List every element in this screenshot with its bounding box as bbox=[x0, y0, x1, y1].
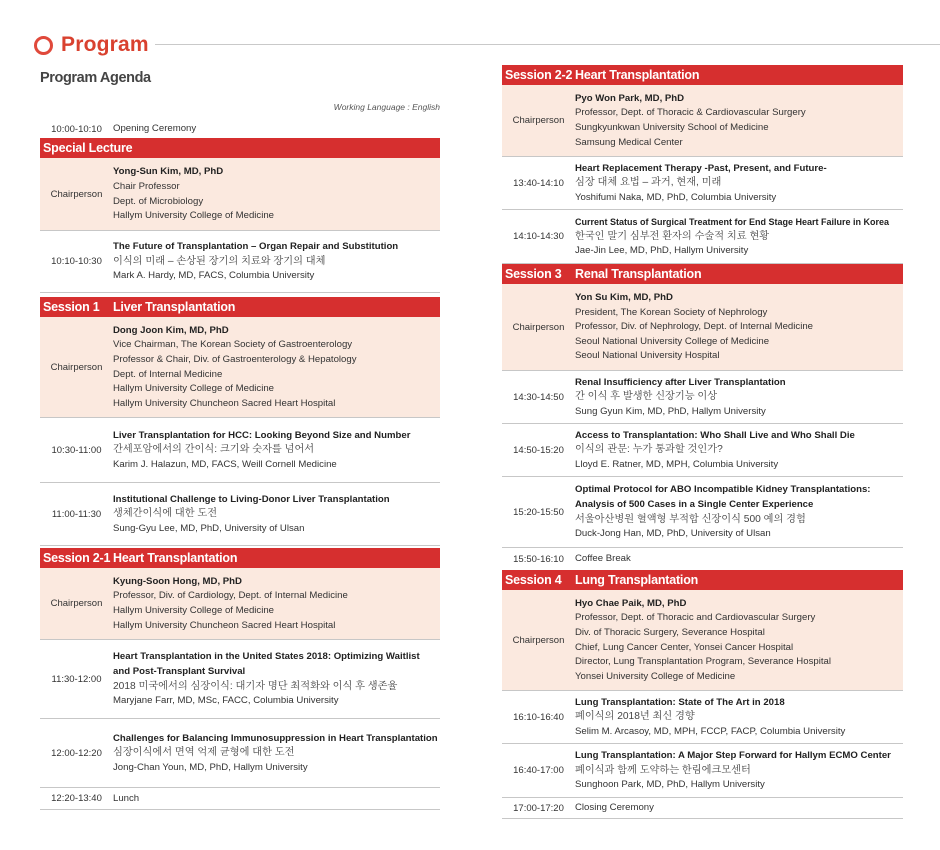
chair-name: Hyo Chae Paik, MD, PhD bbox=[575, 597, 687, 609]
chair-row bbox=[40, 568, 440, 640]
chair-line: Vice Chairman, The Korean Society of Gastroenterology bbox=[113, 339, 353, 351]
talk-title: Liver Transplantation for HCC: Looking Beyond Size and Number bbox=[113, 429, 411, 441]
chair-line: Seoul National University College of Medicine bbox=[575, 335, 770, 347]
section-header-session-3 bbox=[502, 264, 903, 284]
time-label: 15:50-16:10 bbox=[513, 553, 564, 565]
speaker: Karim J. Halazun, MD, FACS, Weill Cornell Medicine bbox=[113, 458, 337, 470]
chairperson-label: Chairperson bbox=[50, 188, 103, 200]
talk-row bbox=[502, 744, 903, 798]
section-title: Renal Transplantation bbox=[575, 267, 702, 281]
chair-line: Hallym University College of Medicine bbox=[113, 210, 275, 222]
chair-line: Hallym University Chuncheon Sacred Heart Hospital bbox=[113, 619, 336, 631]
chair-name: Kyung-Soon Hong, MD, PhD bbox=[113, 575, 242, 587]
talk-row bbox=[502, 691, 903, 744]
time-label: 14:10-14:30 bbox=[513, 231, 564, 242]
talk-row bbox=[40, 719, 440, 788]
chair-line: Yonsei University College of Medicine bbox=[575, 670, 736, 682]
speaker: Sunghoon Park, MD, PhD, Hallym University bbox=[575, 779, 765, 791]
chair-row bbox=[40, 158, 440, 231]
speaker: Selim M. Arcasoy, MD, MPH, FCCP, FACP, Columbia University bbox=[575, 725, 846, 737]
chair-line: Professor & Chair, Div. of Gastroenterology & Hepatology bbox=[113, 353, 357, 365]
speaker: Maryjane Farr, MD, MSc, FACC, Columbia University bbox=[113, 695, 339, 707]
section-title: Liver Transplantation bbox=[113, 300, 236, 314]
time-label: 14:30-14:50 bbox=[513, 391, 564, 403]
time-label: 11:00-11:30 bbox=[51, 508, 102, 520]
chair-info bbox=[113, 574, 440, 633]
time-label: 14:50-15:20 bbox=[513, 444, 564, 456]
chair-line: Professor, Div. of Cardiology, Dept. of Internal Medicine bbox=[113, 590, 348, 602]
time-label: 10:00-10:10 bbox=[51, 123, 102, 135]
talk-info bbox=[113, 239, 440, 284]
talk-row bbox=[40, 231, 440, 293]
working-language: Working Language : English bbox=[333, 102, 440, 112]
chair-line: President, The Korean Society of Nephrology bbox=[575, 306, 768, 318]
talk-title-korean: 폐이식의 2018년 최신 경향 bbox=[575, 711, 695, 723]
section-title: Special Lecture bbox=[43, 141, 133, 155]
time-label: 16:40-17:00 bbox=[513, 765, 564, 776]
chair-line: Samsung Medical Center bbox=[575, 136, 683, 148]
talk-info bbox=[113, 731, 440, 776]
talk-info bbox=[575, 214, 903, 259]
chair-line: Professor, Dept. of Thoracic and Cardiovascular Surgery bbox=[575, 612, 816, 624]
chair-name: Yon Su Kim, MD, PhD bbox=[575, 292, 673, 304]
chairperson-label: Chairperson bbox=[512, 115, 565, 126]
talk-row bbox=[502, 371, 903, 424]
talk-title: Renal Insufficiency after Liver Transplantation bbox=[575, 376, 786, 388]
talk-title-korean: 간세포암에서의 간이식: 크기와 숫자를 넘어서 bbox=[113, 444, 315, 456]
session-number: Session 1 bbox=[43, 300, 100, 314]
talk-row bbox=[502, 477, 903, 548]
speaker: Lloyd E. Ratner, MD, MPH, Columbia University bbox=[575, 458, 779, 470]
chair-line: Professor, Dept. of Thoracic & Cardiovascular Surgery bbox=[575, 107, 806, 119]
section-header-session-4 bbox=[502, 570, 903, 590]
talk-title-korean: 한국인 말기 심부전 환자의 수술적 치료 현황 bbox=[575, 230, 770, 242]
talk-info bbox=[113, 428, 440, 473]
event-text: Closing Ceremony bbox=[575, 802, 654, 814]
right-column bbox=[502, 65, 903, 819]
speaker: Jae-Jin Lee, MD, PhD, Hallym University bbox=[575, 245, 749, 257]
chair-info bbox=[113, 164, 440, 223]
section-header-session-1 bbox=[40, 297, 440, 317]
talk-info bbox=[575, 482, 903, 541]
speaker: Jong-Chan Youn, MD, PhD, Hallym University bbox=[113, 761, 308, 773]
talk-title: Heart Replacement Therapy -Past, Present, and Future- bbox=[575, 162, 827, 174]
talk-info bbox=[575, 428, 903, 473]
chair-line: Hallym University College of Medicine bbox=[113, 605, 275, 616]
talk-info bbox=[575, 748, 903, 793]
speaker: Yoshifumi Naka, MD, PhD, Columbia University bbox=[575, 191, 777, 203]
header-rule bbox=[155, 44, 940, 45]
talk-title: Institutional Challenge to Living-Donor Liver Transplantation bbox=[113, 493, 390, 505]
talk-row bbox=[40, 483, 440, 546]
talk-row bbox=[40, 418, 440, 483]
chair-info bbox=[113, 323, 440, 412]
section-header-special-lecture bbox=[40, 138, 440, 158]
time-label: 10:30-11:00 bbox=[51, 444, 102, 456]
section-title: Lung Transplantation bbox=[575, 573, 699, 587]
agenda-title: Program Agenda bbox=[40, 70, 151, 86]
time-label: 11:30-12:00 bbox=[51, 673, 102, 685]
talk-info bbox=[113, 492, 440, 537]
chair-row bbox=[502, 590, 903, 691]
talk-title: The Future of Transplantation – Organ Repair and Substitution bbox=[113, 241, 399, 253]
chair-name: Dong Joon Kim, MD, PhD bbox=[113, 324, 229, 336]
speaker: Mark A. Hardy, MD, FACS, Columbia University bbox=[113, 270, 315, 282]
chair-name: Yong-Sun Kim, MD, PhD bbox=[113, 166, 224, 178]
chair-info bbox=[575, 91, 903, 150]
chair-row bbox=[40, 317, 440, 418]
speaker: Sung Gyun Kim, MD, PhD, Hallym University bbox=[575, 405, 766, 417]
talk-title-korean: 서울아산병원 혈액형 부적합 신장이식 500 예의 경험 bbox=[575, 513, 806, 525]
time-label: 17:00-17:20 bbox=[513, 802, 564, 814]
talk-title-korean: 간 이식 후 발생한 신장기능 이상 bbox=[575, 391, 718, 403]
talk-title-continued: Analysis of 500 Cases in a Single Center Experience bbox=[575, 498, 814, 510]
lunch-row bbox=[40, 788, 440, 810]
event-text: Opening Ceremony bbox=[113, 123, 197, 135]
chair-line: Hallym University College of Medicine bbox=[113, 383, 275, 395]
time-label: 15:20-15:50 bbox=[513, 506, 564, 518]
time-label: 10:10-10:30 bbox=[51, 256, 102, 267]
talk-title: Optimal Protocol for ABO Incompatible Kidney Transplantations: bbox=[575, 484, 871, 496]
time-label: 13:40-14:10 bbox=[513, 177, 564, 189]
time-label: 12:20-13:40 bbox=[51, 793, 102, 804]
circle-icon bbox=[34, 36, 53, 55]
chair-line: Director, Lung Transplantation Program, Severance Hospital bbox=[575, 656, 831, 668]
talk-info bbox=[113, 649, 440, 708]
event-text: Coffee Break bbox=[575, 553, 631, 565]
chair-line: Dept. of Internal Medicine bbox=[113, 368, 223, 380]
time-label: 12:00-12:20 bbox=[51, 747, 102, 759]
talk-title: Access to Transplantation: Who Shall Live and Who Shall Die bbox=[575, 429, 855, 441]
chair-line: Professor, Div. of Nephrology, Dept. of Internal Medicine bbox=[575, 321, 814, 333]
talk-title: Lung Transplantation: A Major Step Forward for Hallym ECMO Center bbox=[575, 750, 891, 762]
talk-title-korean: 심장이식에서 면역 억제 균형에 대한 도전 bbox=[113, 747, 295, 759]
speaker: Duck-Jong Han, MD, PhD, University of Ulsan bbox=[575, 528, 771, 540]
talk-title-korean: 심장 대체 요법 – 과거, 현재, 미래 bbox=[575, 177, 722, 189]
chair-info bbox=[575, 596, 903, 685]
section-header-session-2-2 bbox=[502, 65, 903, 85]
chair-line: Chief, Lung Cancer Center, Yonsei Cancer Hospital bbox=[575, 641, 794, 653]
talk-title-korean: 이식의 미래 – 손상된 장기의 치료와 장기의 대체 bbox=[113, 255, 326, 267]
section-title: Heart Transplantation bbox=[575, 68, 700, 82]
chair-row bbox=[502, 284, 903, 371]
section-header-session-2-1 bbox=[40, 548, 440, 568]
chairperson-label: Chairperson bbox=[512, 321, 565, 333]
talk-title: Heart Transplantation in the United States 2018: Optimizing Waitlist bbox=[113, 651, 420, 663]
page-header bbox=[34, 33, 149, 57]
talk-title-continued: and Post-Transplant Survival bbox=[113, 665, 246, 677]
talk-info bbox=[575, 375, 903, 420]
talk-row bbox=[502, 424, 903, 477]
page-title: Program bbox=[61, 33, 149, 56]
chair-line: Dept. of Microbiology bbox=[113, 195, 204, 207]
talk-info bbox=[575, 161, 903, 206]
closing-row bbox=[502, 798, 903, 819]
talk-title-korean: 생체간이식에 대한 도전 bbox=[113, 508, 218, 520]
talk-title: Challenges for Balancing Immunosuppression in Heart Transplantation bbox=[113, 732, 438, 744]
opening-row bbox=[40, 120, 440, 138]
talk-info bbox=[575, 695, 903, 740]
talk-title: Current Status of Surgical Treatment for End Stage Heart Failure in Korea bbox=[575, 217, 890, 228]
left-column bbox=[40, 120, 440, 810]
chairperson-label: Chairperson bbox=[512, 634, 565, 646]
section-title: Heart Transplantation bbox=[113, 551, 238, 565]
talk-row bbox=[502, 210, 903, 264]
session-number: Session 2-1 bbox=[43, 551, 111, 565]
event-text: Lunch bbox=[113, 792, 140, 804]
time-label: 16:10-16:40 bbox=[513, 711, 564, 723]
chair-line: Seoul National University Hospital bbox=[575, 350, 720, 362]
chair-line: Chair Professor bbox=[113, 180, 180, 192]
chair-info bbox=[575, 290, 903, 364]
chair-row bbox=[502, 85, 903, 157]
talk-row bbox=[40, 640, 440, 719]
session-number: Session 4 bbox=[505, 573, 562, 587]
talk-title-korean: 2018 미국에서의 심장이식: 대기자 명단 최적화와 이식 후 생존율 bbox=[113, 680, 398, 692]
talk-row bbox=[502, 157, 903, 210]
talk-title-korean: 이식의 관문: 누가 통과할 것인가? bbox=[575, 444, 723, 456]
coffee-row bbox=[502, 548, 903, 570]
session-number: Session 2-2 bbox=[505, 68, 573, 82]
chairperson-label: Chairperson bbox=[50, 598, 103, 609]
chair-line: Div. of Thoracic Surgery, Severance Hospital bbox=[575, 626, 765, 638]
chair-name: Pyo Won Park, MD, PhD bbox=[575, 92, 685, 104]
session-number: Session 3 bbox=[505, 267, 562, 281]
speaker: Sung-Gyu Lee, MD, PhD, University of Ulsan bbox=[113, 522, 305, 534]
chairperson-label: Chairperson bbox=[50, 361, 103, 373]
chair-line: Sungkyunkwan University School of Medicine bbox=[575, 122, 769, 133]
talk-title-korean: 폐이식과 함께 도약하는 한림에크모센터 bbox=[575, 764, 751, 776]
talk-title: Lung Transplantation: State of The Art in 2018 bbox=[575, 696, 785, 708]
chair-line: Hallym University Chuncheon Sacred Heart Hospital bbox=[113, 397, 336, 409]
